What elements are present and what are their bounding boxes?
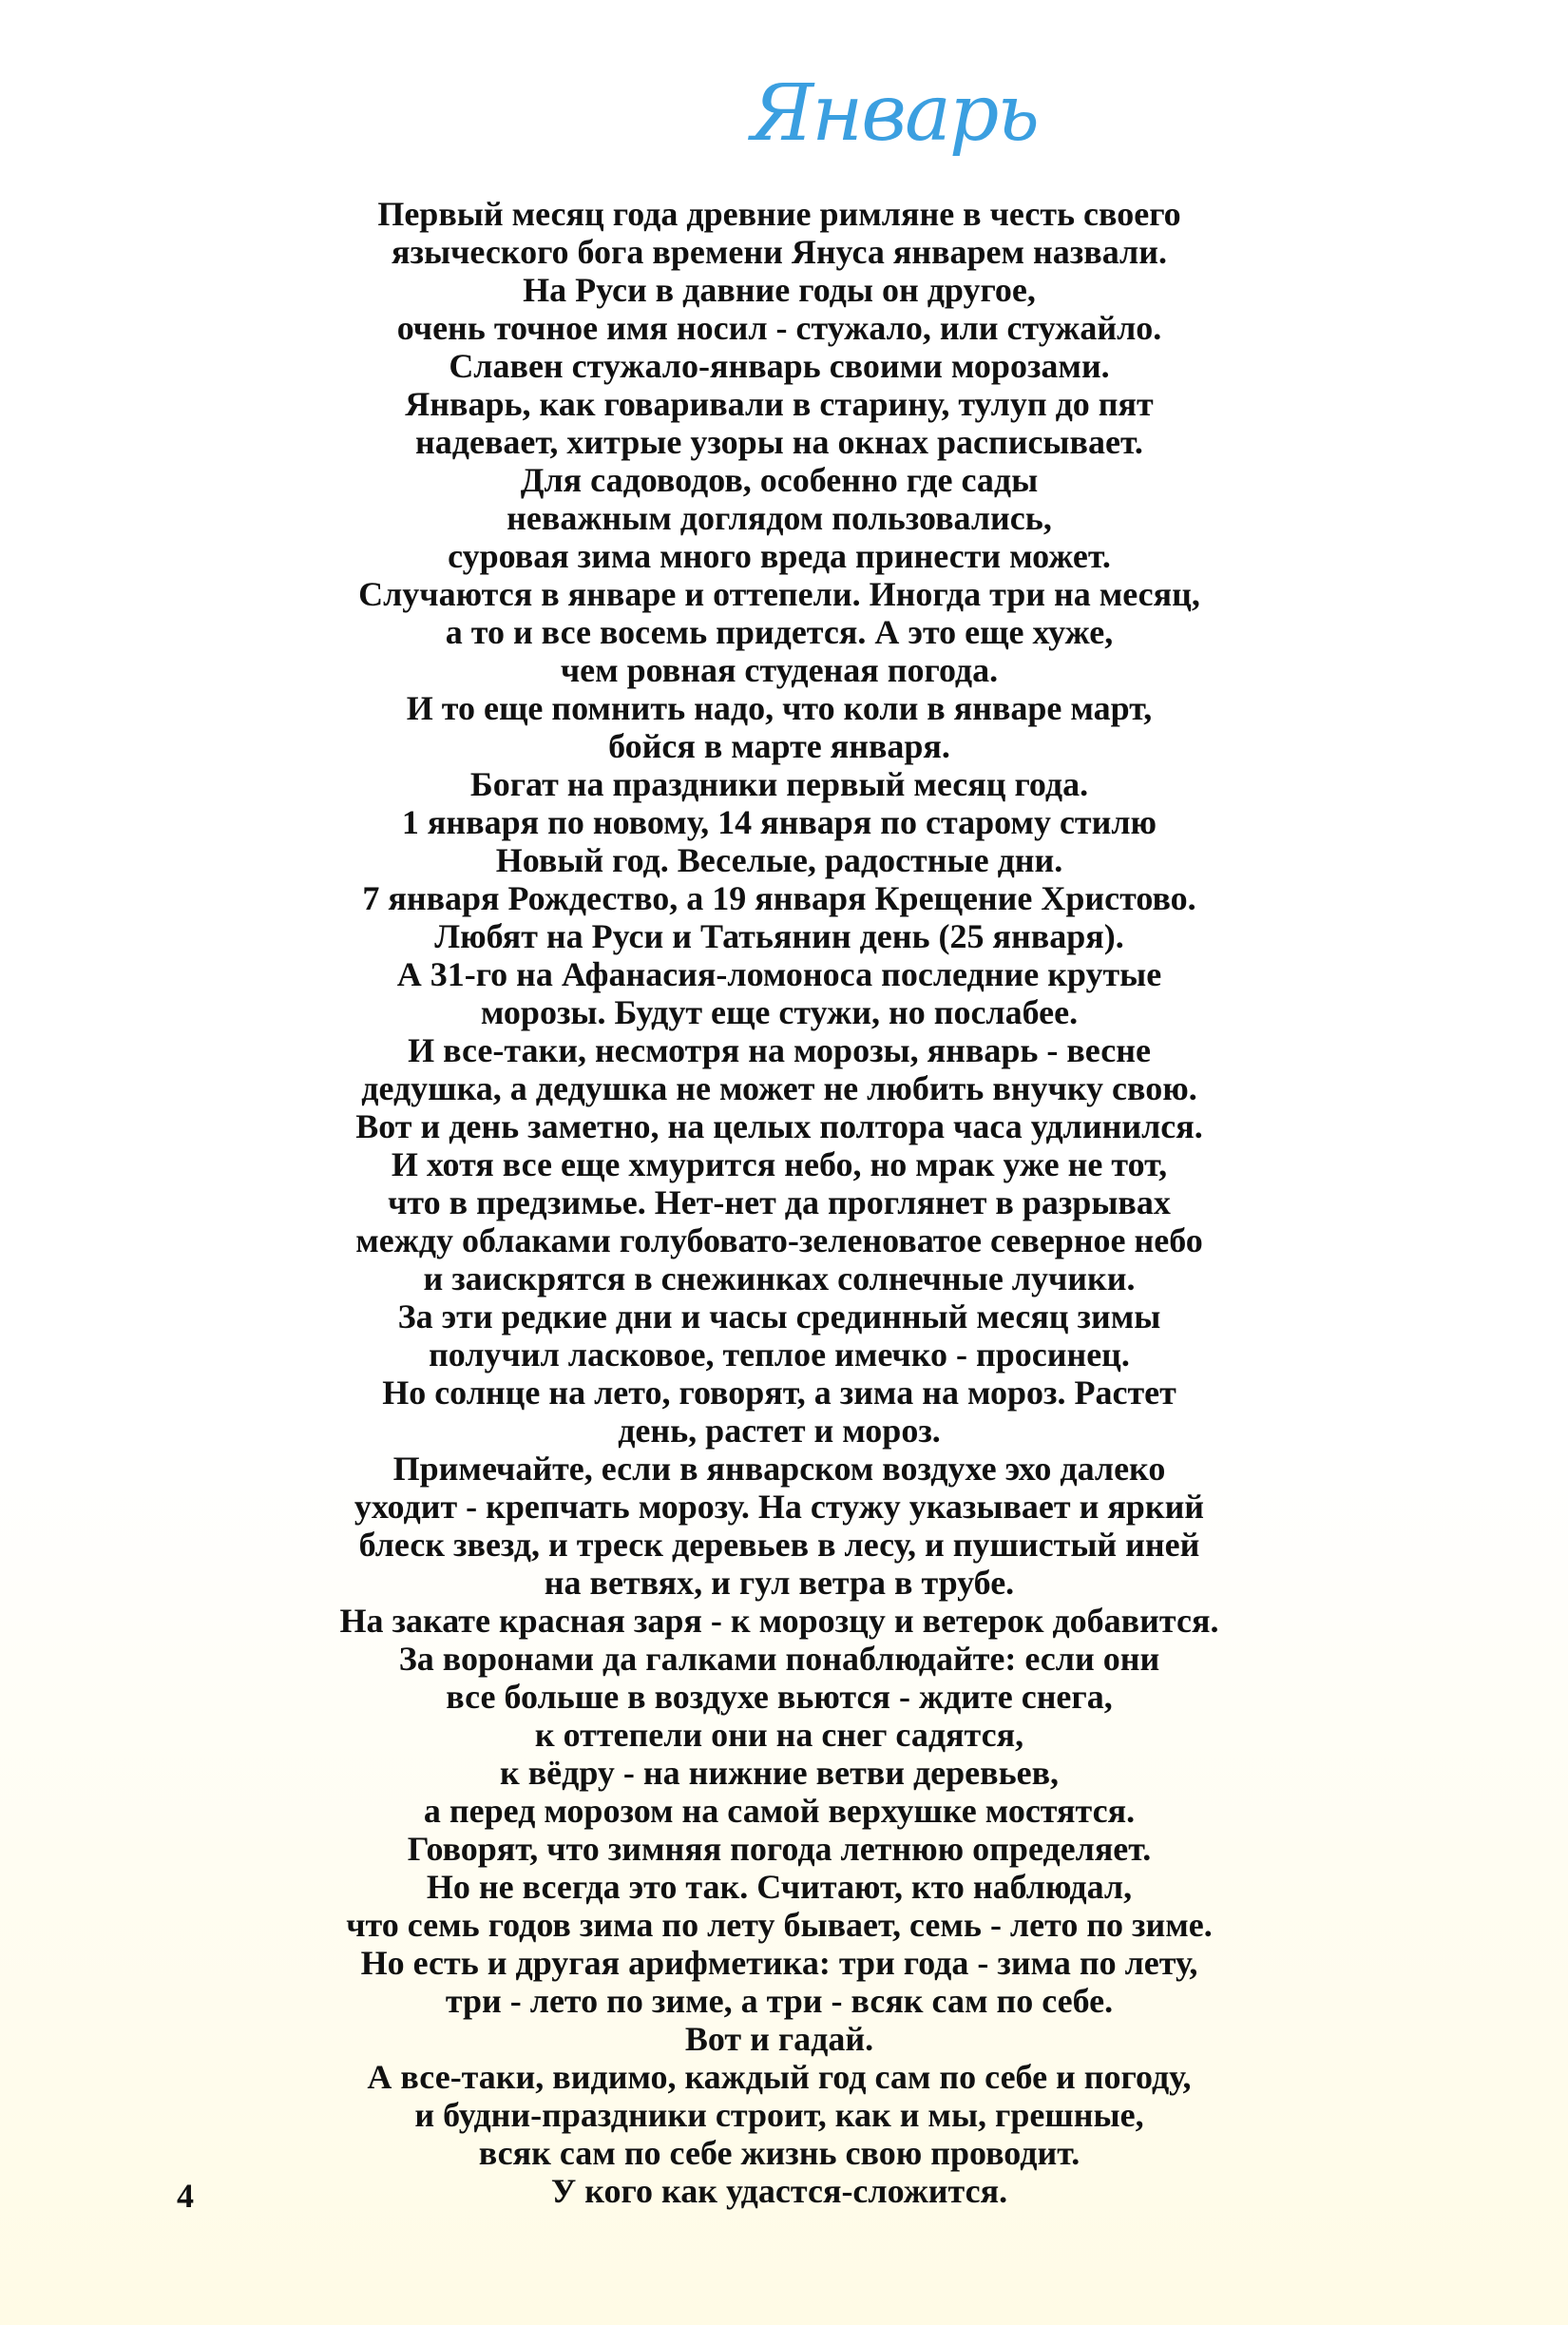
poem-line: и будни-праздники строит, как и мы, грешные, <box>414 2096 1144 2134</box>
poem-line: на ветвях, и гул ветра в трубе. <box>544 1564 1015 1602</box>
poem-line: Но солнце на лето, говорят, а зима на мороз. Растет <box>382 1374 1176 1412</box>
poem-line: суровая зима много вреда принести может. <box>448 537 1111 575</box>
poem-line: а то и все восемь придется. А это еще хуже, <box>445 613 1114 651</box>
poem-line: И хотя все еще хмурится небо, но мрак уже не тот, <box>391 1145 1168 1183</box>
poem-line: что в предзимье. Нет-нет да проглянет в разрывах <box>388 1183 1171 1221</box>
poem-line: На Руси в давние годы он другое, <box>523 271 1036 309</box>
poem-line: Вот и гадай. <box>684 2020 874 2058</box>
poem-line: Говорят, что зимняя погода летнюю определяет. <box>407 1830 1152 1868</box>
poem-line: За воронами да галками понаблюдайте: если они <box>398 1640 1160 1678</box>
poem-line: Первый месяц года древние римляне в честь своего <box>377 195 1181 233</box>
poem-line: всяк сам по себе жизнь свою проводит. <box>478 2134 1080 2172</box>
poem-line: к оттепели они на снег садятся, <box>534 1716 1024 1754</box>
poem-line: А все-таки, видимо, каждый год сам по себе и погоду, <box>367 2058 1192 2096</box>
poem-line: И то еще помнить надо, что коли в январе март, <box>406 689 1153 727</box>
poem-line: Но не всегда это так. Считают, кто наблюдал, <box>426 1868 1133 1906</box>
poem-line: языческого бога времени Януса январем назвали. <box>392 233 1167 271</box>
poem-line: три - лето по зиме, а три - всяк сам по себе. <box>445 1982 1114 2020</box>
poem-line: между облаками голубовато-зеленоватое северное небо <box>355 1221 1203 1259</box>
poem-line: Любят на Руси и Татьянин день (25 января). <box>434 917 1124 955</box>
poem-line: блеск звезд, и треск деревьев в лесу, и пушистый иней <box>358 1526 1200 1564</box>
poem-line: А 31-го на Афанасия-ломоноса последние крутые <box>396 955 1162 993</box>
poem-line: Январь, как говаривали в старину, тулуп до пят <box>405 385 1154 423</box>
poem-line: Примечайте, если в январском воздухе эхо далеко <box>392 1450 1166 1488</box>
poem-line: Вот и день заметно, на целых полтора часа удлинился. <box>355 1107 1203 1145</box>
poem-line: Но есть и другая арифметика: три года - зима по лету, <box>360 1944 1198 1982</box>
page-number: 4 <box>177 2177 194 2215</box>
poem-line: На закате красная заря - к морозцу и ветерок добавится. <box>339 1602 1219 1640</box>
poem-line: день, растет и мороз. <box>618 1412 941 1450</box>
poem-line: дедушка, а дедушка не может не любить внучку свою. <box>361 1069 1197 1107</box>
poem-line: уходит - крепчать морозу. На стужу указывает и яркий <box>354 1488 1205 1526</box>
poem-line: морозы. Будут еще стужи, но послабее. <box>480 993 1079 1031</box>
poem-line: а перед морозом на самой верхушке мостятся. <box>423 1792 1136 1830</box>
poem-line: И все-таки, несмотря на морозы, январь - весне <box>408 1031 1151 1069</box>
poem-line: Славен стужало-январь своими морозами. <box>449 347 1110 385</box>
poem-line: очень точное имя носил - стужало, или стужайло. <box>396 309 1162 347</box>
poem-line: чем ровная студеная погода. <box>560 651 999 689</box>
poem-line: Новый год. Веселые, радостные дни. <box>495 841 1063 879</box>
poem-line: надевает, хитрые узоры на окнах расписывает. <box>415 423 1143 461</box>
page-title: Январь <box>751 68 1038 159</box>
poem-line: бойся в марте января. <box>608 727 950 765</box>
poem-line: 1 января по новому, 14 января по старому стилю <box>401 803 1157 841</box>
poem-line: и заискрятся в снежинках солнечные лучики. <box>423 1259 1136 1297</box>
poem-line: Случаются в январе и оттепели. Иногда три на месяц, <box>358 575 1200 613</box>
poem-line: У кого как удастся-сложится. <box>550 2172 1008 2210</box>
poem-line: Богат на праздники первый месяц года. <box>469 765 1089 803</box>
poem-line: к вёдру - на нижние ветви деревьев, <box>499 1754 1060 1792</box>
poem-line: все больше в воздухе вьются - ждите снега, <box>446 1678 1113 1716</box>
poem-line: получил ласковое, теплое имечко - просинец. <box>429 1335 1130 1374</box>
poem-line: неважным доглядом пользовались, <box>507 499 1052 537</box>
poem-body <box>190 195 1368 2210</box>
poem-line: что семь годов зима по лету бывает, семь - лето по зиме. <box>346 1906 1213 1944</box>
poem-line: За эти редкие дни и часы срединный месяц зимы <box>397 1297 1161 1335</box>
poem-line: 7 января Рождество, а 19 января Крещение Христово. <box>362 879 1196 917</box>
poem-line: Для садоводов, особенно где сады <box>520 461 1039 499</box>
